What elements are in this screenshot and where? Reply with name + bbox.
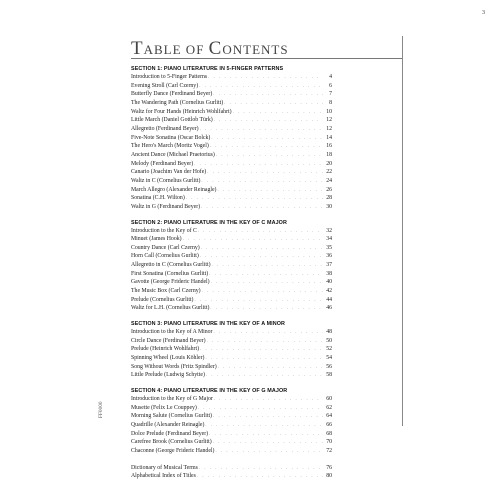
entry-title: Waltz in G (Ferdinand Beyer)	[131, 203, 201, 210]
entry-title: Prelude (Heinrich Wohlfahrt)	[131, 346, 199, 353]
toc-entry	[131, 227, 332, 236]
toc-entry	[131, 472, 332, 481]
toc-entry	[131, 430, 332, 439]
entry-title: Dictionary of Musical Terms	[131, 464, 198, 471]
entry-page: 32	[326, 227, 332, 234]
entry-title: Minuet (James Hook)	[131, 236, 182, 243]
entry-title: Morning Salute (Cornelius Gurlitt)	[131, 413, 212, 420]
entry-page: 50	[326, 337, 332, 344]
dot-leader	[214, 116, 323, 124]
toc-entry	[131, 134, 332, 143]
dot-leader	[205, 421, 323, 429]
entry-page: 58	[326, 372, 332, 379]
dot-leader	[194, 160, 323, 168]
dot-leader	[198, 404, 323, 412]
entry-title: Allegretto (Ferdinand Beyer)	[131, 125, 199, 132]
page-number: 3	[482, 10, 485, 16]
title-rest-able-of: ABLE OF	[143, 42, 209, 57]
page-title	[131, 38, 289, 59]
entry-page: 18	[326, 151, 332, 158]
toc-entry	[131, 252, 332, 261]
entry-page: 34	[326, 236, 332, 243]
entry-page: 68	[326, 430, 332, 437]
toc-section-3	[131, 321, 332, 380]
entry-title: Sonatina (C.H. Wilton)	[131, 195, 185, 202]
entry-title: Waltz for Four Hands (Heinrich Wohlfahrt)	[131, 108, 232, 115]
entry-title: Little Prelude (Ludwig Schytte)	[131, 372, 205, 379]
vertical-divider	[402, 36, 403, 426]
dot-leader	[205, 354, 323, 362]
entry-title: Butterfly Dance (Ferdinand Beyer)	[131, 91, 213, 98]
dot-leader	[199, 464, 323, 472]
entry-page: 44	[326, 296, 332, 303]
entry-title: The Wandering Path (Cornelius Gurlitt)	[131, 99, 224, 106]
entry-title: Alphabetical Index of Titles	[131, 473, 196, 480]
toc-entry	[131, 278, 332, 287]
dot-leader	[217, 186, 323, 194]
toc-section-1	[131, 66, 332, 212]
dot-leader	[206, 371, 323, 379]
dot-leader	[218, 363, 323, 371]
entry-title: Canario (Joachim Van der Hofe)	[131, 169, 207, 176]
dot-leader	[209, 430, 323, 438]
entry-page: 76	[326, 464, 332, 471]
toc-entry	[131, 235, 332, 244]
entry-title: Circle Dance (Ferdinand Beyer)	[131, 337, 206, 344]
entry-page: 16	[326, 143, 332, 150]
title-rest-ontents: ONTENTS	[222, 42, 289, 57]
entry-page: 48	[326, 329, 332, 336]
entry-page: 70	[326, 439, 332, 446]
dot-leader	[200, 252, 323, 260]
toc-entry	[131, 82, 332, 91]
entry-title: Dolce Prelude (Ferdinand Beyer)	[131, 430, 209, 437]
dot-leader	[209, 270, 323, 278]
entry-page: 56	[326, 363, 332, 370]
toc-entry	[131, 328, 332, 337]
entry-page: 60	[326, 396, 332, 402]
entry-page: 24	[326, 177, 332, 184]
toc-entry	[131, 354, 332, 363]
dot-leader	[213, 328, 323, 336]
toc-entry	[131, 244, 332, 253]
dot-leader	[213, 438, 323, 446]
toc-entry	[131, 412, 332, 421]
toc-entry	[131, 160, 332, 169]
toc-entry	[131, 438, 332, 447]
dot-leader	[183, 235, 323, 243]
toc-entry	[131, 261, 332, 270]
toc-entry	[131, 186, 332, 195]
dot-leader	[211, 278, 323, 286]
toc-entry	[131, 142, 332, 151]
toc-section-4	[131, 388, 332, 456]
title-initial-t: T	[131, 38, 144, 59]
toc-entry	[131, 345, 332, 354]
entry-page: 22	[326, 169, 332, 176]
toc-entry	[131, 287, 332, 296]
entry-page: 10	[326, 108, 332, 115]
entry-page: 35	[326, 244, 332, 251]
dot-leader	[202, 287, 323, 295]
entry-page: 8	[329, 99, 332, 106]
dot-leader	[201, 177, 323, 185]
dot-leader	[224, 99, 323, 107]
dot-leader	[207, 337, 323, 345]
entry-page: 12	[326, 117, 332, 124]
dot-leader	[207, 168, 323, 176]
entry-title: The Music Box (Carl Czerny)	[131, 288, 201, 295]
toc-entry	[131, 421, 332, 430]
entry-title: Five-Note Sonatina (Oscar Bolck)	[131, 134, 211, 141]
entry-page: 20	[326, 160, 332, 167]
toc-entry	[131, 168, 332, 177]
section-heading: SECTION 2: PIANO LITERATURE IN THE KEY OF C MAJOR	[131, 219, 287, 226]
entry-page: 14	[326, 134, 332, 141]
dot-leader	[210, 142, 323, 150]
toc-entry	[131, 464, 332, 473]
entry-title: Country Dance (Carl Czerny)	[131, 244, 200, 251]
toc-entry	[131, 337, 332, 346]
entry-page: 80	[326, 473, 332, 480]
entry-page: 40	[326, 279, 332, 286]
entry-page: 64	[326, 413, 332, 420]
dot-leader	[208, 73, 323, 81]
toc-entry	[131, 151, 332, 160]
toc-entry	[131, 304, 332, 313]
dot-leader	[194, 296, 323, 304]
dot-leader	[216, 151, 323, 159]
toc-entry	[131, 73, 332, 82]
dot-leader	[198, 227, 323, 235]
dot-leader	[212, 261, 323, 269]
dot-leader	[211, 134, 323, 142]
toc-entry	[131, 270, 332, 279]
section-heading: SECTION 3: PIANO LITERATURE IN THE KEY OF A MINOR	[131, 321, 286, 328]
entry-page: 36	[326, 253, 332, 260]
entry-title: Introduction to the Key of G Major	[131, 396, 213, 402]
dot-leader	[186, 194, 323, 202]
toc-list	[131, 66, 332, 481]
entry-page: 12	[326, 125, 332, 132]
entry-page: 38	[326, 270, 332, 277]
entry-title: Introduction to the Key of A Minor	[131, 329, 213, 336]
toc-extras	[131, 464, 332, 481]
dot-leader	[213, 90, 323, 98]
dot-leader	[214, 395, 323, 403]
entry-page: 4	[329, 74, 332, 80]
entry-page: 26	[326, 186, 332, 193]
entry-title: Carefree Brook (Cornelius Gurlitt)	[131, 439, 212, 446]
entry-page: 42	[326, 288, 332, 295]
dot-leader	[213, 412, 323, 420]
dot-leader	[197, 472, 323, 480]
entry-title: Musette (Felix Le Couppey)	[131, 404, 197, 411]
toc-entry	[131, 363, 332, 372]
dot-leader	[210, 304, 323, 312]
entry-title: Prelude (Cornelius Gurlitt)	[131, 296, 194, 303]
toc-entry	[131, 404, 332, 413]
entry-title: First Sonatina (Cornelius Gurlitt)	[131, 270, 209, 277]
toc-entry	[131, 108, 332, 117]
dot-leader	[233, 108, 323, 116]
entry-page: 62	[326, 404, 332, 411]
dot-leader	[201, 203, 323, 211]
dot-leader	[200, 345, 323, 353]
toc-entry	[131, 116, 332, 125]
entry-title: Ancient Dance (Michael Praetorius)	[131, 151, 215, 158]
entry-title: The Hero's March (Moritz Vogel)	[131, 143, 209, 150]
toc-entry	[131, 125, 332, 134]
toc-entry	[131, 90, 332, 99]
toc-entry	[131, 203, 332, 212]
entry-title: Melody (Ferdinand Beyer)	[131, 160, 194, 167]
dot-leader	[200, 125, 323, 133]
toc-entry	[131, 99, 332, 108]
toc-section-2	[131, 220, 332, 314]
entry-title: Introduction to the Key of C	[131, 227, 197, 234]
entry-title: Waltz for L.H. (Cornelius Gurlitt)	[131, 305, 210, 312]
entry-page: 46	[326, 305, 332, 312]
entry-page: 37	[326, 262, 332, 269]
section-heading: SECTION 4: PIANO LITERATURE IN THE KEY OF G MAJOR	[131, 388, 288, 394]
entry-page: 28	[326, 195, 332, 202]
section-heading: SECTION 1: PIANO LITERATURE IN 5-FINGER PATTERNS	[131, 66, 284, 72]
entry-page: 30	[326, 203, 332, 210]
entry-title: Introduction to 5-Finger Patterns	[131, 74, 208, 80]
toc-entry	[131, 371, 332, 380]
entry-title: Waltz in C (Cornelius Gurlitt)	[131, 177, 201, 184]
toc-entry	[131, 296, 332, 305]
entry-page: 66	[326, 421, 332, 428]
toc-entry	[131, 194, 332, 203]
entry-page: 54	[326, 355, 332, 362]
entry-title: Song Without Words (Fritz Spindler)	[131, 363, 217, 370]
entry-title: Chaconne (George Frideric Handel)	[131, 447, 215, 454]
entry-title: Little March (Daniel Gottlob Türk)	[131, 117, 213, 124]
entry-title: Quadrille (Alexander Reinagle)	[131, 421, 205, 428]
entry-title: Horn Call (Cornelius Gurlitt)	[131, 253, 199, 260]
entry-title: Evening Stroll (Carl Czerny)	[131, 82, 199, 89]
entry-title: March Allegro (Alexander Reinagle)	[131, 186, 217, 193]
dot-leader	[199, 82, 323, 90]
entry-page: 72	[326, 447, 332, 454]
dot-leader	[201, 244, 323, 252]
entry-title: Gavotte (George Frideric Handel)	[131, 279, 210, 286]
title-initial-c: C	[208, 38, 223, 59]
entry-page: 52	[326, 346, 332, 353]
side-code: FF0000	[99, 401, 104, 418]
title-divider	[131, 58, 402, 59]
toc-entry	[131, 447, 332, 456]
entry-page: 6	[329, 82, 332, 89]
toc-entry	[131, 177, 332, 186]
entry-title: Allegretto in C (Cornelius Gurlitt)	[131, 262, 211, 269]
entry-title: Spinning Wheel (Louis Köhler)	[131, 355, 205, 362]
toc-entry	[131, 395, 332, 404]
dot-leader	[215, 447, 323, 455]
entry-page: 7	[329, 91, 332, 98]
